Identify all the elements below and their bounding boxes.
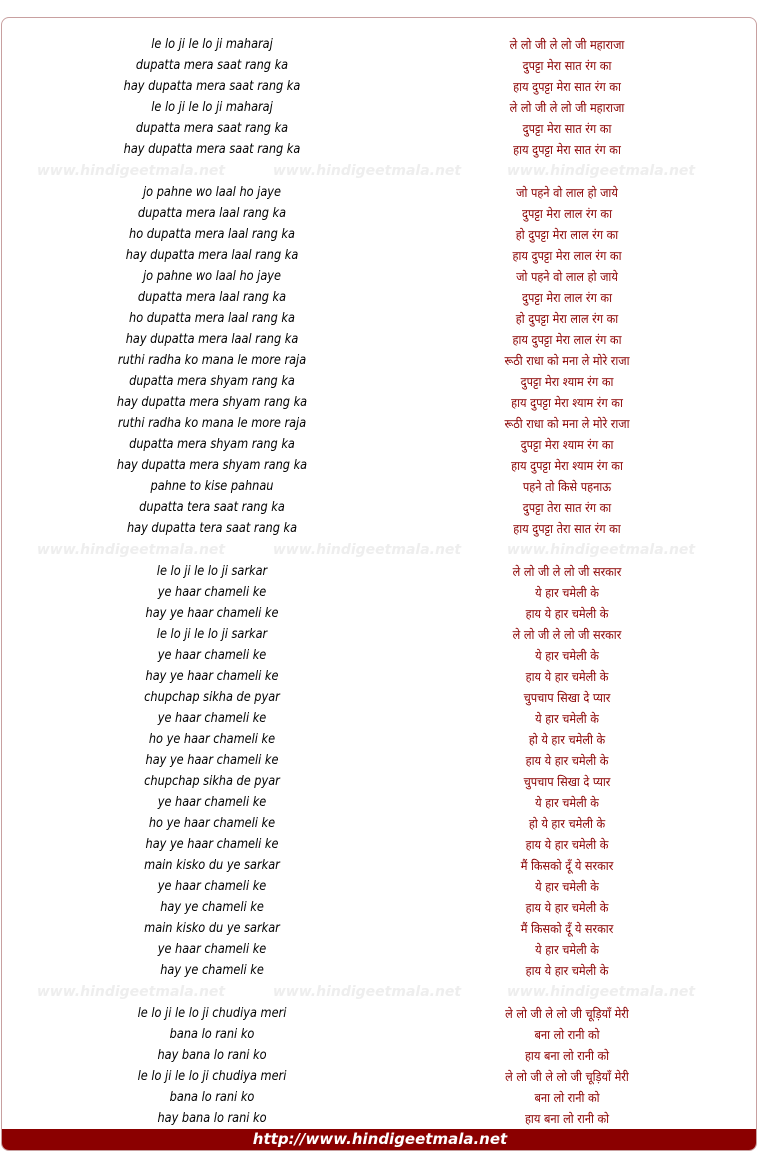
lyric-roman: main kisko du ye sarkar bbox=[144, 921, 280, 936]
watermark-text: www.hindigeetmala.net bbox=[506, 542, 696, 558]
watermark-text: www.hindigeetmala.net bbox=[36, 163, 226, 179]
lyric-devanagari: दुपट्टा मेरा श्याम रंग का bbox=[520, 437, 614, 452]
watermark-text: www.hindigeetmala.net bbox=[506, 984, 696, 1000]
lyric-devanagari: हाय ये हार चमेली के bbox=[525, 900, 609, 915]
lyric-line bbox=[2, 897, 757, 918]
lyric-roman: chupchap sikha de pyar bbox=[144, 774, 280, 789]
lyric-roman: ho dupatta mera laal rang ka bbox=[129, 311, 295, 326]
lyric-devanagari: हो ये हार चमेली के bbox=[528, 732, 606, 747]
lyric-roman: hay dupatta mera saat rang ka bbox=[123, 79, 301, 94]
lyric-devanagari: रूठी राधा को मना ले मोरे राजा bbox=[504, 416, 630, 431]
lyric-roman: hay bana lo rani ko bbox=[157, 1048, 267, 1063]
lyric-line bbox=[2, 139, 757, 160]
lyric-devanagari: हाय दुपट्टा मेरा सात रंग का bbox=[513, 79, 621, 94]
lyric-line bbox=[2, 876, 757, 897]
lyric-line bbox=[2, 245, 757, 266]
lyric-roman: le lo ji le lo ji sarkar bbox=[156, 564, 268, 579]
lyric-roman: le lo ji le lo ji maharaj bbox=[151, 100, 273, 115]
lyric-line bbox=[2, 76, 757, 97]
footer-bar bbox=[2, 1129, 757, 1150]
lyric-devanagari: ले लो जी ले लो जी सरकार bbox=[512, 564, 622, 579]
lyric-devanagari: ले लो जी ले लो जी सरकार bbox=[512, 627, 622, 642]
watermark-text: www.hindigeetmala.net bbox=[272, 163, 462, 179]
lyric-devanagari: मैं किसको दूँ ये सरकार bbox=[520, 858, 614, 873]
lyric-line bbox=[2, 413, 757, 434]
lyric-line bbox=[2, 666, 757, 687]
lyric-roman: dupatta mera shyam rang ka bbox=[129, 437, 295, 452]
lyric-roman: main kisko du ye sarkar bbox=[144, 858, 280, 873]
lyric-devanagari: ये हार चमेली के bbox=[535, 795, 599, 810]
lyric-line bbox=[2, 1087, 757, 1108]
lyric-line bbox=[2, 371, 757, 392]
lyric-line bbox=[2, 918, 757, 939]
lyric-roman: le lo ji le lo ji chudiya meri bbox=[137, 1006, 287, 1021]
lyric-devanagari: हाय दुपट्टा मेरा लाल रंग का bbox=[512, 248, 622, 263]
lyric-roman: hay ye chameli ke bbox=[160, 900, 264, 915]
lyric-line bbox=[2, 350, 757, 371]
lyric-line bbox=[2, 392, 757, 413]
lyric-devanagari: चुपचाप सिखा दे प्यार bbox=[523, 690, 611, 705]
lyric-devanagari: हाय दुपट्टा मेरा श्याम रंग का bbox=[511, 458, 623, 473]
watermark-text: www.hindigeetmala.net bbox=[36, 542, 226, 558]
lyric-roman: dupatta tera saat rang ka bbox=[139, 500, 285, 515]
lyric-line bbox=[2, 455, 757, 476]
lyric-devanagari: मैं किसको दूँ ये सरकार bbox=[520, 921, 614, 936]
lyric-roman: hay dupatta mera saat rang ka bbox=[123, 142, 301, 157]
lyric-line bbox=[2, 1066, 757, 1087]
lyric-line bbox=[2, 97, 757, 118]
watermark-row bbox=[2, 160, 757, 182]
lyric-line bbox=[2, 750, 757, 771]
lyric-line bbox=[2, 497, 757, 518]
lyric-devanagari: हो दुपट्टा मेरा लाल रंग का bbox=[515, 311, 619, 326]
lyric-devanagari: दुपट्टा मेरा सात रंग का bbox=[522, 121, 612, 136]
lyric-devanagari: बना लो रानी को bbox=[534, 1090, 600, 1105]
lyric-devanagari: दुपट्टा तेरा सात रंग का bbox=[522, 500, 612, 515]
lyric-devanagari: हाय दुपट्टा मेरा सात रंग का bbox=[513, 142, 621, 157]
lyric-roman: jo pahne wo laal ho jaye bbox=[143, 269, 281, 284]
lyric-devanagari: हाय बना लो रानी को bbox=[524, 1111, 610, 1126]
watermark-text: www.hindigeetmala.net bbox=[36, 984, 226, 1000]
lyric-line bbox=[2, 518, 757, 539]
lyric-devanagari: दुपट्टा मेरा लाल रंग का bbox=[522, 290, 612, 305]
lyric-line bbox=[2, 624, 757, 645]
lyric-line bbox=[2, 182, 757, 203]
lyric-roman: le lo ji le lo ji sarkar bbox=[156, 627, 268, 642]
lyric-roman: hay dupatta mera shyam rang ka bbox=[116, 458, 308, 473]
lyric-roman: hay ye haar chameli ke bbox=[145, 669, 279, 684]
lyric-devanagari: ये हार चमेली के bbox=[535, 648, 599, 663]
lyric-devanagari: हाय दुपट्टा मेरा श्याम रंग का bbox=[511, 395, 623, 410]
lyric-devanagari: जो पहने वो लाल हो जाये bbox=[516, 185, 618, 200]
lyric-line bbox=[2, 34, 757, 55]
lyric-roman: hay dupatta mera laal rang ka bbox=[125, 332, 299, 347]
lyric-roman: hay bana lo rani ko bbox=[157, 1111, 267, 1126]
lyric-roman: pahne to kise pahnau bbox=[150, 479, 274, 494]
lyric-devanagari: दुपट्टा मेरा श्याम रंग का bbox=[520, 374, 614, 389]
lyric-line bbox=[2, 645, 757, 666]
lyric-line bbox=[2, 708, 757, 729]
lyric-devanagari: ये हार चमेली के bbox=[535, 711, 599, 726]
lyric-devanagari: बना लो रानी को bbox=[534, 1027, 600, 1042]
lyric-devanagari: हाय दुपट्टा मेरा लाल रंग का bbox=[512, 332, 622, 347]
lyric-devanagari: जो पहने वो लाल हो जाये bbox=[516, 269, 618, 284]
lyric-roman: hay dupatta mera shyam rang ka bbox=[116, 395, 308, 410]
lyric-line bbox=[2, 329, 757, 350]
lyric-devanagari: हाय दुपट्टा तेरा सात रंग का bbox=[513, 521, 621, 536]
lyric-line bbox=[2, 603, 757, 624]
lyric-devanagari: रूठी राधा को मना ले मोरे राजा bbox=[504, 353, 630, 368]
lyric-roman: dupatta mera saat rang ka bbox=[135, 121, 289, 136]
lyric-devanagari: हो दुपट्टा मेरा लाल रंग का bbox=[515, 227, 619, 242]
lyric-devanagari: ले लो जी ले लो जी चूड़ियाँ मेरी bbox=[505, 1069, 629, 1084]
lyric-line bbox=[2, 561, 757, 582]
lyric-line bbox=[2, 582, 757, 603]
lyric-line bbox=[2, 771, 757, 792]
lyric-line bbox=[2, 729, 757, 750]
lyric-line bbox=[2, 960, 757, 981]
lyric-roman: le lo ji le lo ji maharaj bbox=[151, 37, 273, 52]
watermark-text: www.hindigeetmala.net bbox=[272, 984, 462, 1000]
lyric-line bbox=[2, 687, 757, 708]
lyric-devanagari: हाय बना लो रानी को bbox=[524, 1048, 610, 1063]
lyric-devanagari: हाय ये हार चमेली के bbox=[525, 837, 609, 852]
lyric-devanagari: हो ये हार चमेली के bbox=[528, 816, 606, 831]
lyric-roman: hay ye haar chameli ke bbox=[145, 753, 279, 768]
lyric-roman: chupchap sikha de pyar bbox=[144, 690, 280, 705]
lyric-roman: hay ye haar chameli ke bbox=[145, 606, 279, 621]
lyric-roman: ye haar chameli ke bbox=[157, 648, 267, 663]
footer-url[interactable]: http://www.hindigeetmala.net bbox=[252, 1130, 508, 1148]
lyric-devanagari: ले लो जी ले लो जी चूड़ियाँ मेरी bbox=[505, 1006, 629, 1021]
lyric-roman: ye haar chameli ke bbox=[157, 585, 267, 600]
lyric-devanagari: चुपचाप सिखा दे प्यार bbox=[523, 774, 611, 789]
lyric-line bbox=[2, 203, 757, 224]
lyric-roman: hay ye haar chameli ke bbox=[145, 837, 279, 852]
lyric-line bbox=[2, 224, 757, 245]
lyric-devanagari: ये हार चमेली के bbox=[535, 585, 599, 600]
lyric-roman: ruthi radha ko mana le more raja bbox=[117, 353, 307, 368]
lyric-roman: dupatta mera saat rang ka bbox=[135, 58, 289, 73]
lyrics-body bbox=[2, 34, 757, 1129]
lyric-line bbox=[2, 1108, 757, 1129]
lyric-devanagari: दुपट्टा मेरा लाल रंग का bbox=[522, 206, 612, 221]
lyric-devanagari: ये हार चमेली के bbox=[535, 879, 599, 894]
lyric-roman: bana lo rani ko bbox=[169, 1027, 255, 1042]
lyric-roman: hay dupatta mera laal rang ka bbox=[125, 248, 299, 263]
lyric-devanagari: दुपट्टा मेरा सात रंग का bbox=[522, 58, 612, 73]
lyric-roman: ye haar chameli ke bbox=[157, 942, 267, 957]
lyric-line bbox=[2, 834, 757, 855]
lyric-devanagari: पहने तो किसे पहनाऊ bbox=[522, 479, 612, 494]
lyric-line bbox=[2, 118, 757, 139]
lyric-line bbox=[2, 287, 757, 308]
lyric-roman: dupatta mera shyam rang ka bbox=[129, 374, 295, 389]
lyric-roman: ruthi radha ko mana le more raja bbox=[117, 416, 307, 431]
lyric-roman: dupatta mera laal rang ka bbox=[137, 206, 287, 221]
lyric-line bbox=[2, 939, 757, 960]
lyric-line bbox=[2, 792, 757, 813]
lyric-roman: hay dupatta tera saat rang ka bbox=[126, 521, 298, 536]
lyric-roman: dupatta mera laal rang ka bbox=[137, 290, 287, 305]
lyric-roman: hay ye chameli ke bbox=[160, 963, 264, 978]
lyric-roman: ye haar chameli ke bbox=[157, 711, 267, 726]
lyric-line bbox=[2, 855, 757, 876]
lyric-devanagari: हाय ये हार चमेली के bbox=[525, 669, 609, 684]
lyrics-card bbox=[1, 17, 757, 1151]
lyric-devanagari: ले लो जी ले लो जी महाराजा bbox=[509, 100, 625, 115]
lyric-roman: ho ye haar chameli ke bbox=[148, 816, 276, 831]
lyric-line bbox=[2, 1045, 757, 1066]
lyric-roman: ye haar chameli ke bbox=[157, 879, 267, 894]
lyric-roman: ho dupatta mera laal rang ka bbox=[129, 227, 295, 242]
lyric-devanagari: हाय ये हार चमेली के bbox=[525, 963, 609, 978]
lyric-roman: le lo ji le lo ji chudiya meri bbox=[137, 1069, 287, 1084]
watermark-row bbox=[2, 981, 757, 1003]
lyric-line bbox=[2, 434, 757, 455]
lyric-line bbox=[2, 476, 757, 497]
lyric-line bbox=[2, 266, 757, 287]
lyric-devanagari: ले लो जी ले लो जी महाराजा bbox=[509, 37, 625, 52]
lyric-roman: ye haar chameli ke bbox=[157, 795, 267, 810]
watermark-text: www.hindigeetmala.net bbox=[272, 542, 462, 558]
watermark-row bbox=[2, 539, 757, 561]
lyric-roman: bana lo rani ko bbox=[169, 1090, 255, 1105]
lyric-devanagari: हाय ये हार चमेली के bbox=[525, 753, 609, 768]
lyric-devanagari: ये हार चमेली के bbox=[535, 942, 599, 957]
lyric-roman: ho ye haar chameli ke bbox=[148, 732, 276, 747]
lyric-line bbox=[2, 55, 757, 76]
lyric-line bbox=[2, 1003, 757, 1024]
lyric-line bbox=[2, 308, 757, 329]
lyric-line bbox=[2, 813, 757, 834]
lyric-roman: jo pahne wo laal ho jaye bbox=[143, 185, 281, 200]
lyric-devanagari: हाय ये हार चमेली के bbox=[525, 606, 609, 621]
lyric-line bbox=[2, 1024, 757, 1045]
watermark-text: www.hindigeetmala.net bbox=[506, 163, 696, 179]
